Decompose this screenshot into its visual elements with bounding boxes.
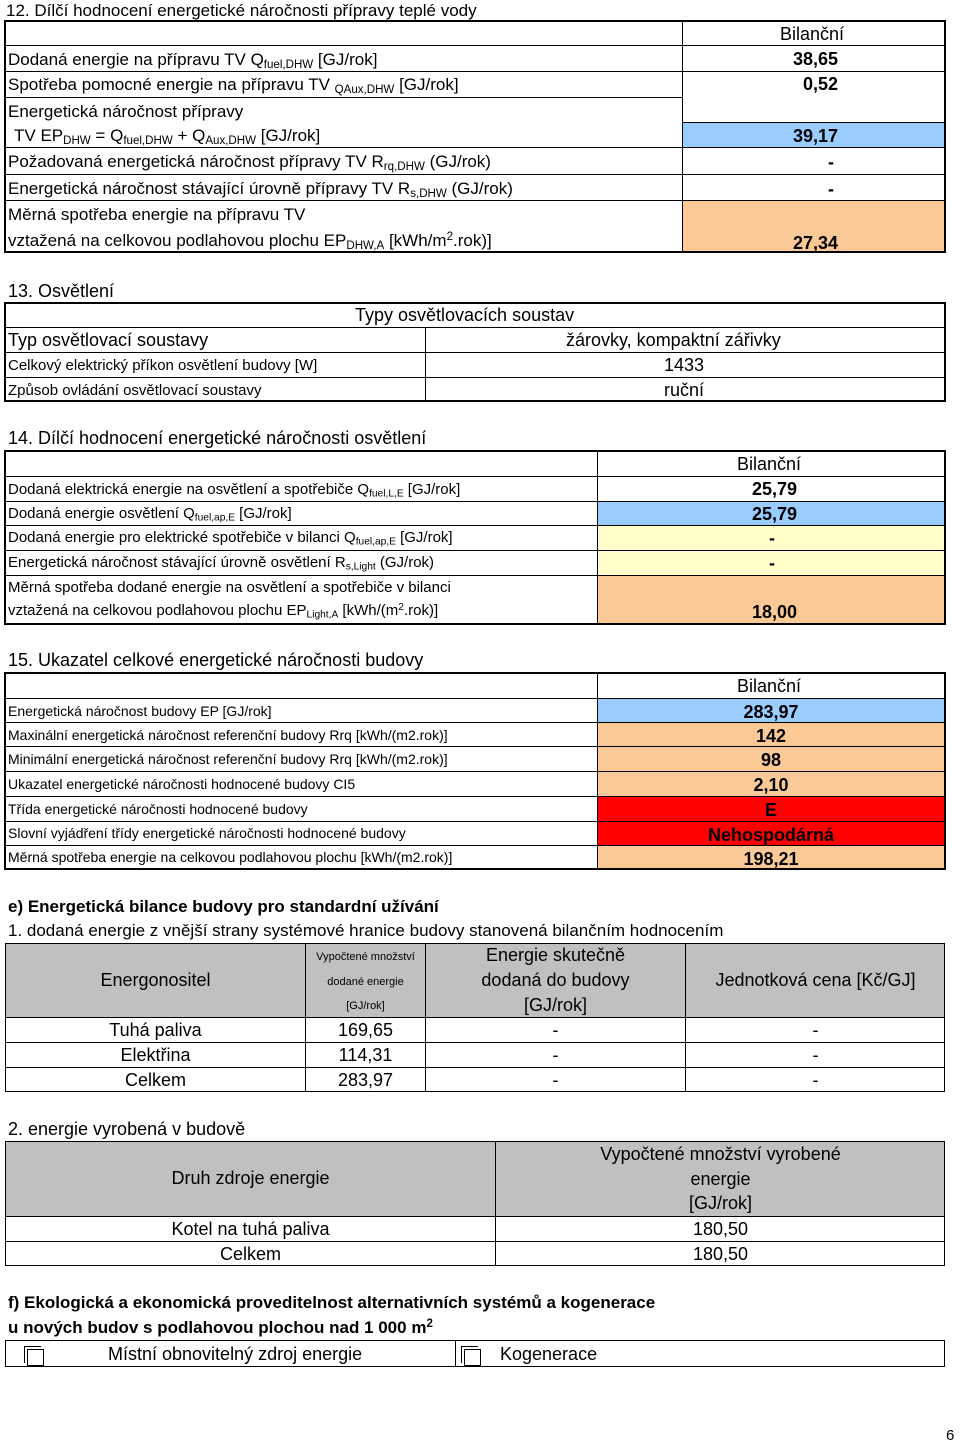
s15-row6-value: Nehospodárná (707, 825, 835, 845)
s13-header: Typy osvětlovacích soustav (355, 305, 575, 325)
s15-row4-value: 2,10 (753, 775, 789, 795)
t2-row2-source: Celkem (219, 1244, 281, 1264)
s15-row1-label: Energetická náročnost budovy EP [GJ/rok] (8, 703, 272, 719)
t2-row2-value: 180,50 (692, 1244, 749, 1264)
s14-row4-value: - (769, 553, 775, 573)
s15-row1-value: 283,97 (743, 702, 799, 722)
s15-col-header: Bilanční (737, 676, 802, 696)
t1-row3-actual: - (552, 1070, 559, 1090)
t1-header-actual-line3: [GJ/rok] (523, 995, 587, 1015)
s14-row3-label: Dodaná energie pro elektrické spotřebiče v bilanci $Q_{fuel,ap,E}$ [GJ/rok] (8, 529, 453, 548)
t1-row1-price: - (812, 1020, 819, 1040)
s12-row3-formula: TV $EP_{DHW} = Q_{fuel,DHW} + Q_{Aux,DHW}$ [GJ/rok] (14, 126, 321, 147)
t1-header-calc-line2: dodané energie (327, 976, 404, 988)
section-12-title: 12. Dílčí hodnocení energetické náročnosti přípravy teplé vody (6, 1, 477, 20)
s12-col-header: Bilanční (780, 24, 845, 44)
t1-header-calc-line3: [GJ/rok] (346, 1000, 385, 1012)
s12-row5-label: Energetická náročnost stávající úrovně přípravy TV $R_{s,DHW}$ (GJ/rok) (8, 179, 513, 200)
s13-row2-label: Celkový elektrický příkon osvětlení budovy [W] (8, 357, 318, 374)
s13-row1-value: žárovky, kompaktní zářivky (566, 330, 781, 350)
t1-row3-price: - (812, 1070, 819, 1090)
t1-row2-actual: - (552, 1045, 559, 1065)
t1-row2-calc: 114,31 (338, 1045, 393, 1065)
s15-row4-label: Ukazatel energetické náročnosti hodnocené budovy CI5 (8, 776, 356, 792)
t1-header-actual-line1: Energie skutečně (485, 945, 626, 965)
s15-row3-value: 98 (760, 750, 782, 770)
cogeneration-checkbox[interactable] (464, 1349, 481, 1366)
s15-row5-value: E (764, 800, 777, 820)
renewable-checkbox[interactable] (27, 1349, 44, 1366)
s15-row2-label: Maxinální energetická náročnost referenční budovy Rrq [kWh/(m2.rok)] (8, 727, 448, 743)
t1-header-calc-line1: Vypočtené množství (316, 951, 415, 963)
section-13-title: 13. Osvětlení (8, 281, 115, 301)
s14-row2-value: 25,79 (751, 504, 797, 524)
t2-header-value-line1: Vypočtené množství vyrobené (600, 1144, 841, 1164)
t1-row3-calc: 283,97 (337, 1070, 394, 1090)
s14-row1-label: Dodaná elektrická energie na osvětlení a spotřebiče $Q_{fuel,L,E}$ [GJ/rok] (8, 481, 461, 500)
s13-row3-label: Způsob ovládání osvětlovací soustavy (8, 382, 262, 399)
s14-row5-line1: Měrná spotřeba dodané energie na osvětlení a spotřebiče v bilanci (8, 579, 451, 596)
s12-row2-value: 0,52 (802, 74, 838, 94)
s12-row4-label: Požadovaná energetická náročnost přípravy TV $R_{rq,DHW}$ (GJ/rok) (8, 152, 491, 173)
page-number: 6 (946, 1427, 955, 1444)
s12-row5-value: - (828, 179, 834, 199)
t2-row1-source: Kotel na tuhá paliva (171, 1219, 330, 1239)
section-15-title: 15. Ukazatel celkové energetické náročnosti budovy (8, 650, 424, 670)
s12-row6-line1: Měrná spotřeba energie na přípravu TV (8, 205, 306, 224)
s14-row5-line2: vztažená na celkovou podlahovou plochu $EP_{Light,A}$ $[kWh/(m^2.rok)]$ (8, 601, 439, 621)
s15-row7-value: 198,21 (743, 849, 799, 869)
t2-header-value-line2: energie (690, 1169, 751, 1189)
t1-row1-actual: - (552, 1020, 559, 1040)
t2-header-value-line3: [GJ/rok] (688, 1193, 752, 1213)
section-f-title-line1: f) Ekologická a ekonomická proveditelnost alternativních systémů a kogenerace (8, 1293, 656, 1312)
t1-row2-carrier: Elektřina (120, 1045, 191, 1065)
s12-row6-line2: vztažená na celkovou podlahovou plochu $EP_{DHW,A}$ $[kWh/m^2.rok)$] (8, 231, 492, 252)
s13-row1-label: Typ osvětlovací soustavy (8, 330, 209, 350)
section-f-title-line2: u nových budov s podlahovou plochou nad 1 000 $m^2$ (8, 1318, 433, 1337)
section-e-sub1: 1. dodaná energie z vnější strany systémové hranice budovy stanovená bilančním hodnocením (8, 921, 724, 940)
s14-row4-label: Energetická náročnost stávající úrovně osvětlení $R_{s,Light}$ (GJ/rok) (8, 554, 435, 573)
s12-row1-label: Dodaná energie na přípravu TV $Q_{fuel,DHW}$ [GJ/rok] (8, 50, 378, 71)
s12-row3-value: 39,17 (792, 126, 838, 146)
t1-row2-price: - (812, 1045, 819, 1065)
s12-row6-value: 27,34 (792, 233, 838, 253)
s13-row3-value: ruční (664, 380, 705, 400)
t1-header-carrier: Energonositel (100, 970, 211, 990)
s14-row5-value: 18,00 (751, 602, 797, 622)
s15-row6-label: Slovní vyjádření třídy energetické náročnosti hodnocené budovy (8, 825, 406, 841)
t2-header-source: Druh zdroje energie (171, 1168, 330, 1188)
s14-col-header: Bilanční (737, 454, 802, 474)
s12-row1-value: 38,65 (792, 49, 838, 69)
s12-row3-line1: Energetická náročnost přípravy (8, 102, 244, 121)
s15-row3-label: Minimální energetická náročnost referenční budovy Rrq [kWh/(m2.rok)] (8, 751, 448, 767)
t1-row1-carrier: Tuhá paliva (109, 1020, 202, 1040)
t1-header-actual-line2: dodaná do budovy (481, 970, 630, 990)
section-14-title: 14. Dílčí hodnocení energetické náročnosti osvětlení (8, 428, 427, 448)
s12-row4-value: - (828, 152, 834, 172)
t1-row3-carrier: Celkem (124, 1070, 186, 1090)
s13-row2-value: 1433 (664, 355, 705, 375)
s15-row2-value: 142 (755, 726, 787, 746)
s14-row2-label: Dodaná energie osvětlení $Q_{fuel,ap,E}$ [GJ/rok] (8, 505, 292, 524)
t2-row1-value: 180,50 (692, 1219, 749, 1239)
t1-header-price: Jednotková cena [Kč/GJ] (715, 970, 916, 990)
renewable-label: Místní obnovitelný zdroj energie (108, 1344, 363, 1364)
section-e-title: e) Energetická bilance budovy pro standardní užívání (8, 897, 439, 916)
s14-row3-value: - (769, 528, 775, 548)
cogeneration-label: Kogenerace (500, 1344, 598, 1364)
t1-row1-calc: 169,65 (337, 1020, 394, 1040)
section-e-sub2: 2. energie vyrobená v budově (8, 1119, 246, 1139)
s12-row2-label: Spotřeba pomocné energie na přípravu TV $_{QAux,DHW}$ [GJ/rok] (8, 75, 459, 96)
s15-row7-label: Měrná spotřeba energie na celkovou podlahovou plochu [kWh/(m2.rok)] (8, 849, 453, 865)
s15-row5-label: Třída energetické náročnosti hodnocené budovy (8, 801, 308, 817)
s14-row1-value: 25,79 (751, 479, 797, 499)
